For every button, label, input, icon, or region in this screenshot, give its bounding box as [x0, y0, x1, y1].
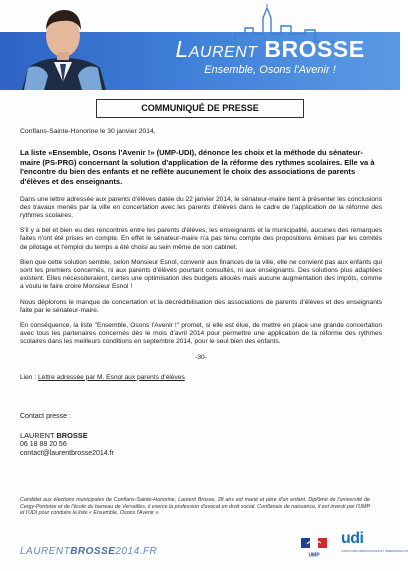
contact-email[interactable]: contact@laurentbrosse2014.fr [20, 450, 114, 457]
campaign-slogan: Ensemble, Osons l'Avenir ! [204, 64, 336, 76]
contact-phone: 06 18 88 20 56 [20, 441, 67, 448]
url-prefix: LAURENT [20, 546, 71, 557]
candidate-last-name: BROSSE [264, 36, 365, 62]
body-paragraph: Nous déplorons le manque de concertation et la décrédibilisation des associations de parents d'élèves et des enseignants faite par le sénateur-maire. [20, 298, 382, 314]
url-suffix: 2014.FR [115, 546, 158, 557]
press-release-title: COMMUNIQUÉ DE PRESSE [96, 99, 304, 118]
body-paragraph: Dans une lettre adressée aux parents d'élèves datée du 22 janvier 2014, le sénateur-maire tient à présenter les conclusions des travaux menés par la ville en concertation avec les parents d'élèves dans le cadre de l'application de la réforme des rythmes scolaires. [20, 195, 382, 219]
udi-logo-text: udi [341, 530, 364, 547]
contact-first-name: LAURENT [20, 431, 55, 440]
campaign-website[interactable] [20, 546, 157, 557]
contact-last-name: BROSSE [56, 431, 88, 440]
contact-name [20, 431, 280, 440]
lead-paragraph: La liste «Ensemble, Osons l'Avenir !» (UMP-UDI), dénonce les choix et la méthode du sénateur-maire (PS-PRG) concernant la solution d'application de la réforme des rythmes scolaires. Elle va à l'encontre du bien des enfants et ne reflète aucunement le choix des associations de parents d'élèves et des enseignants. [20, 148, 375, 186]
link-line [20, 374, 382, 382]
ump-logo-text: UMP [308, 552, 320, 559]
udi-logo [341, 530, 408, 556]
link-label: Lien : [20, 373, 37, 381]
body-paragraph: Bien que cette solution semble, selon Monsieur Esnol, convenir aux finances de la ville, elle ne convient pas aux enfants qui sont les premiers concernés, ni aux parents d'élèves pourtant consultés, ni aux enseignants. Des solutions plus adaptées existent. Elles nécessiteraient, certes une optimisation des budgets alloués mais aucune augmentation des impôts, comme a voulu le faire croire Monsieur Esnol ! [20, 258, 382, 291]
body-paragraph: S'il y a bel et bien eu des rencontres entre les parents d'élèves, les enseignants et la municipalité, aucunes des remarques faites n'ont été prises en compte. En effet le sénateur-maire n'a pas tenu compte des propositions émises par les comités de pilotage et l'emploi du temps a été choisi au sein même de son cabinet. [20, 227, 382, 251]
body-paragraph: En conséquence, la liste "Ensemble, Osons l'Avenir !" promet, si elle est élue, de mettre en place une grande concertation avec tous les partenaires concernés dès le mois d'avril 2014 pour permettre une application de la réforme des rythmes scolaires dans les meilleurs conditions en septembre 2014, pour le seul bien des enfants. [20, 322, 382, 346]
end-separator: -30- [195, 353, 207, 361]
dateline: Conflans-Sainte-Honorine le 30 janvier 2014, [20, 128, 156, 135]
candidate-bio: Candidat aux élections municipales de Conflans-Sainte-Honorine, Laurent Brosse, 28 ans est marié et père d'un enfant. Diplômé de l'université de Cergy-Pontoise et de l'école du barreau de Versailles, il exerce la profession d'avocat en droit social. Conflanais de naissance, il est investi par l'UMP et l'UDI pour conduire la liste « Ensemble, Osons l'Avenir ». [20, 497, 370, 517]
header-banner [0, 0, 400, 92]
letter-link[interactable]: Lettre adressée par M. Esnol aux parents d'élèves [37, 373, 185, 381]
candidate-portrait [18, 2, 108, 90]
candidate-name [150, 36, 390, 63]
contact-label: Contact presse : [20, 413, 71, 420]
press-contact [20, 412, 280, 458]
url-bold: BROSSE [70, 546, 116, 557]
udi-logo-subtitle: UNION DES DÉMOCRATES ET INDÉPENDANTS [341, 549, 408, 553]
ump-logo [301, 536, 327, 558]
press-release-body [20, 128, 382, 396]
candidate-first-name: Laurent [175, 36, 258, 62]
